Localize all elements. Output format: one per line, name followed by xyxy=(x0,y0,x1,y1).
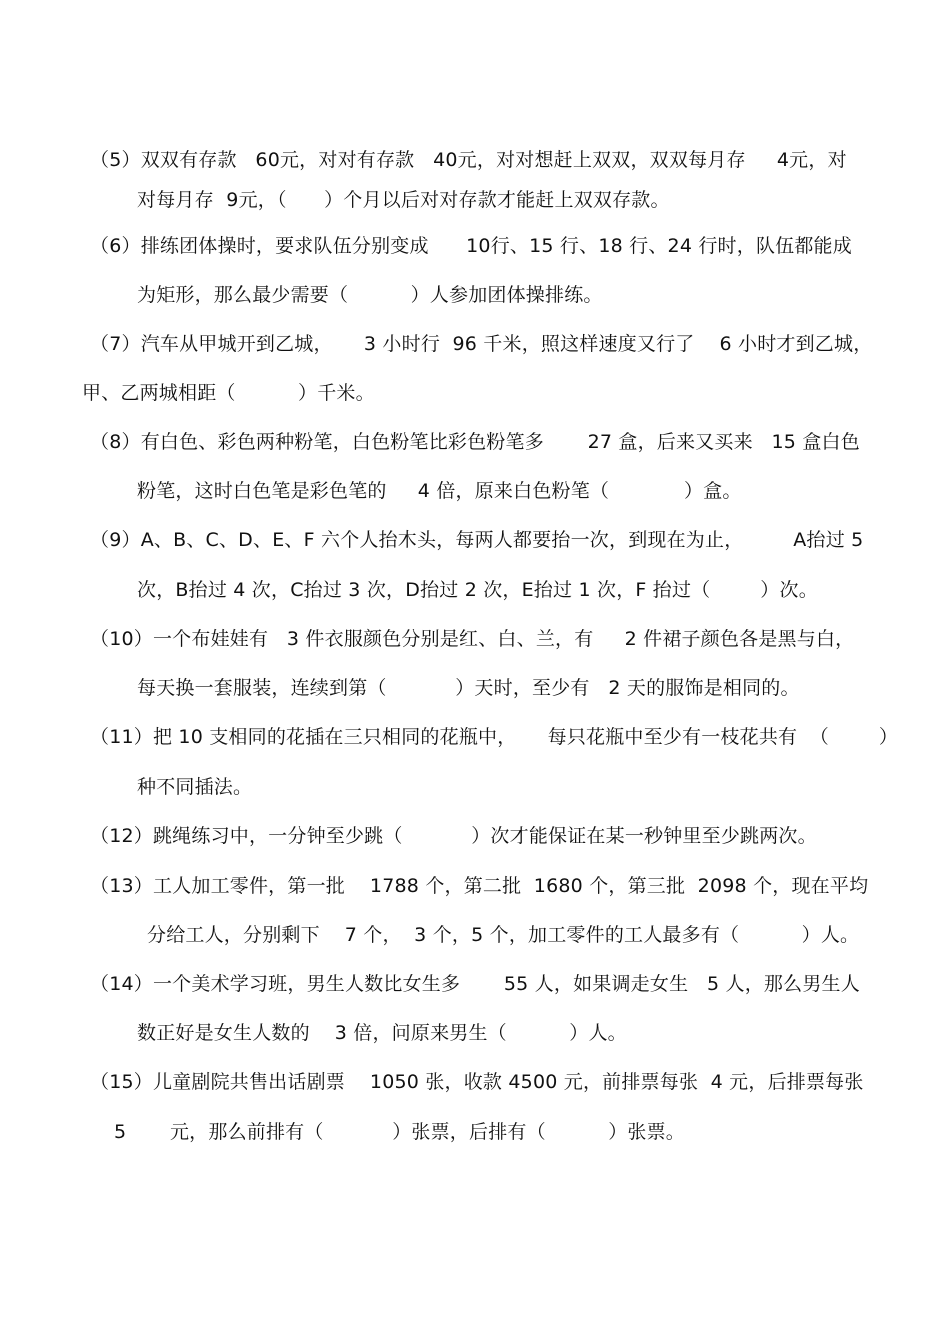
problem-15-line-2: 5 元，那么前排有（ ）张票，后排有（ ）张票。 xyxy=(114,1121,685,1143)
problem-12-line-1: （12）跳绳练习中，一分钟至少跳（ ）次才能保证在某一秒钟里至少跳两次。 xyxy=(90,825,817,847)
problem-10-line-2: 每天换一套服装，连续到第（ ）天时，至少有 2 天的服饰是相同的。 xyxy=(137,677,800,699)
problem-13-line-1: （13）工人加工零件，第一批 1788 个，第二批 1680 个，第三批 2098 个，现在平均 xyxy=(90,875,869,897)
problem-6-line-1: （6）排练团体操时，要求队伍分别变成 10行、15 行、18 行、24 行时，队伍都能成 xyxy=(90,235,852,257)
problem-7-line-1: （7）汽车从甲城开到乙城， 3 小时行 96 千米，照这样速度又行了 6 小时才到乙城， xyxy=(90,333,873,355)
problem-9-line-2: 次，B抬过 4 次，C抬过 3 次，D抬过 2 次，E抬过 1 次，F 抬过（ ）次。 xyxy=(137,579,818,601)
problem-9-line-1: （9）A、B、C、D、E、F 六个人抬木头，每两人都要抬一次，到现在为止， A抬过 5 xyxy=(90,529,864,551)
problem-11-line-2: 种不同插法。 xyxy=(137,776,253,798)
problem-7-line-2: 甲、乙两城相距（ ）千米。 xyxy=(82,382,375,404)
problem-8-line-2: 粉笔，这时白色笔是彩色笔的 4 倍，原来白色粉笔（ ）盒。 xyxy=(137,480,742,502)
problem-10-line-1: （10）一个布娃娃有 3 件衣服颜色分别是红、白、兰，有 2 件裙子颜色各是黑与白， xyxy=(90,628,855,650)
problem-14-line-2: 数正好是女生人数的 3 倍，问原来男生（ ）人。 xyxy=(137,1022,627,1044)
problem-15-line-1: （15）儿童剧院共售出话剧票 1050 张，收款 4500 元，前排票每张 4 元，后排票每张 xyxy=(90,1071,864,1093)
problem-14-line-1: （14）一个美术学习班，男生人数比女生多 55 人，如果调走女生 5 人，那么男生人 xyxy=(90,973,860,995)
problem-6-line-2: 为矩形，那么最少需要（ ）人参加团体操排练。 xyxy=(137,284,603,306)
problem-8-line-1: （8）有白色、彩色两种粉笔，白色粉笔比彩色粉笔多 27 盒，后来又买来 15 盒白色 xyxy=(90,431,860,453)
problem-11-line-1: （11）把 10 支相同的花插在三只相同的花瓶中， 每只花瓶中至少有一枝花共有 （ ） xyxy=(90,726,899,748)
problem-5-line-1: （5）双双有存款 60元，对对有存款 40元，对对想赶上双双，双双每月存 4元，对 xyxy=(90,149,847,171)
problem-13-line-2: 分给工人，分别剩下 7 个， 3 个，5 个，加工零件的工人最多有（ ）人。 xyxy=(147,924,860,946)
problem-5-line-2: 对每月存 9元，（ ）个月以后对对存款才能赶上双双存款。 xyxy=(137,189,670,211)
